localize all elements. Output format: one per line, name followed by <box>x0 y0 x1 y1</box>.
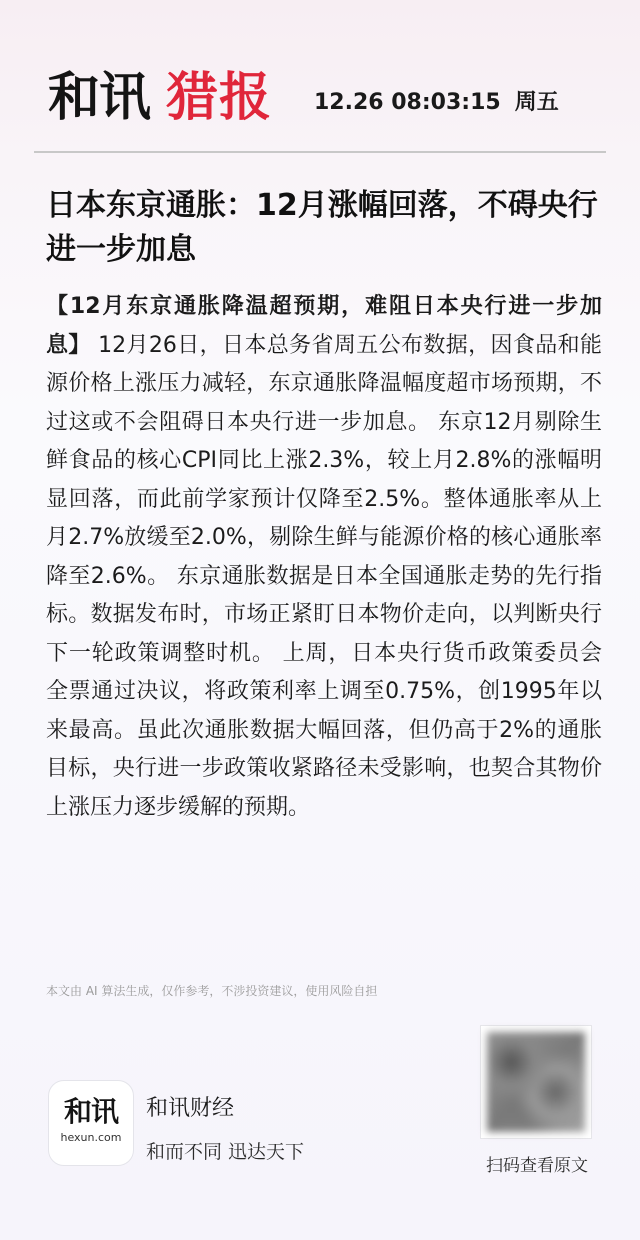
qr-code-image <box>487 1032 585 1132</box>
header <box>48 66 608 130</box>
publish-weekday: 周五 <box>514 90 559 115</box>
qr-code[interactable] <box>480 1025 592 1139</box>
footer-brand-name: 和讯财经 <box>146 1096 235 1121</box>
logo-wordmark: 和讯 <box>63 1095 118 1128</box>
footer-slogan: 和而不同 迅达天下 <box>146 1141 305 1163</box>
brand-logo-liebao: 猎报 <box>166 68 273 128</box>
ai-disclaimer: 本文由 AI 算法生成，仅作参考，不涉投资建议，使用风险自担 <box>46 984 378 998</box>
article-title: 日本东京通胀：12月涨幅回落，不碍央行进一步加息 <box>46 188 598 267</box>
article-text: 12月26日，日本总务省周五公布数据，因食品和能源价格上涨压力减轻，东京通胀降温幅度超市场预期，不过这或不会阻碍日本央行进一步加息。 东京12月剔除生鲜食品的核心CPI同比上涨2.3%，较上月2.8%的涨幅明显回落，而此前学家预计仅降至2.5%。整体通胀率从上月2.7%放缓至2.0%，剔除生鲜与能源价格的核心通胀率降至2.6%。 东京通胀数据是日本全国通胀走势的先行指标。数据发布时，市场正紧盯日本物价走向，以判断央行下一轮政策调整时机。 上周，日本央行货币政策委员会全票通过决议，将政策利率上调至0.75%，创1995年以来最高。虽此次通胀数据大幅回落，但仍高于2%的通胀目标，央行进一步政策收紧路径未受影响，也契合其物价上涨压力逐步缓解的预期。 <box>46 332 602 820</box>
qr-caption: 扫码查看原文 <box>486 1156 588 1176</box>
brand-logo-hexun: 和讯 <box>48 68 151 128</box>
header-divider <box>34 151 606 153</box>
publish-datetime <box>314 88 559 118</box>
article-body <box>46 288 602 827</box>
article-lead: 【12月东京通胀降温超预期，难阻日本央行进一步加息】 <box>46 294 602 358</box>
publish-time: 12.26 08:03:15 <box>314 90 501 115</box>
hexun-app-logo <box>48 1080 134 1166</box>
logo-url: hexun.com <box>60 1131 122 1144</box>
